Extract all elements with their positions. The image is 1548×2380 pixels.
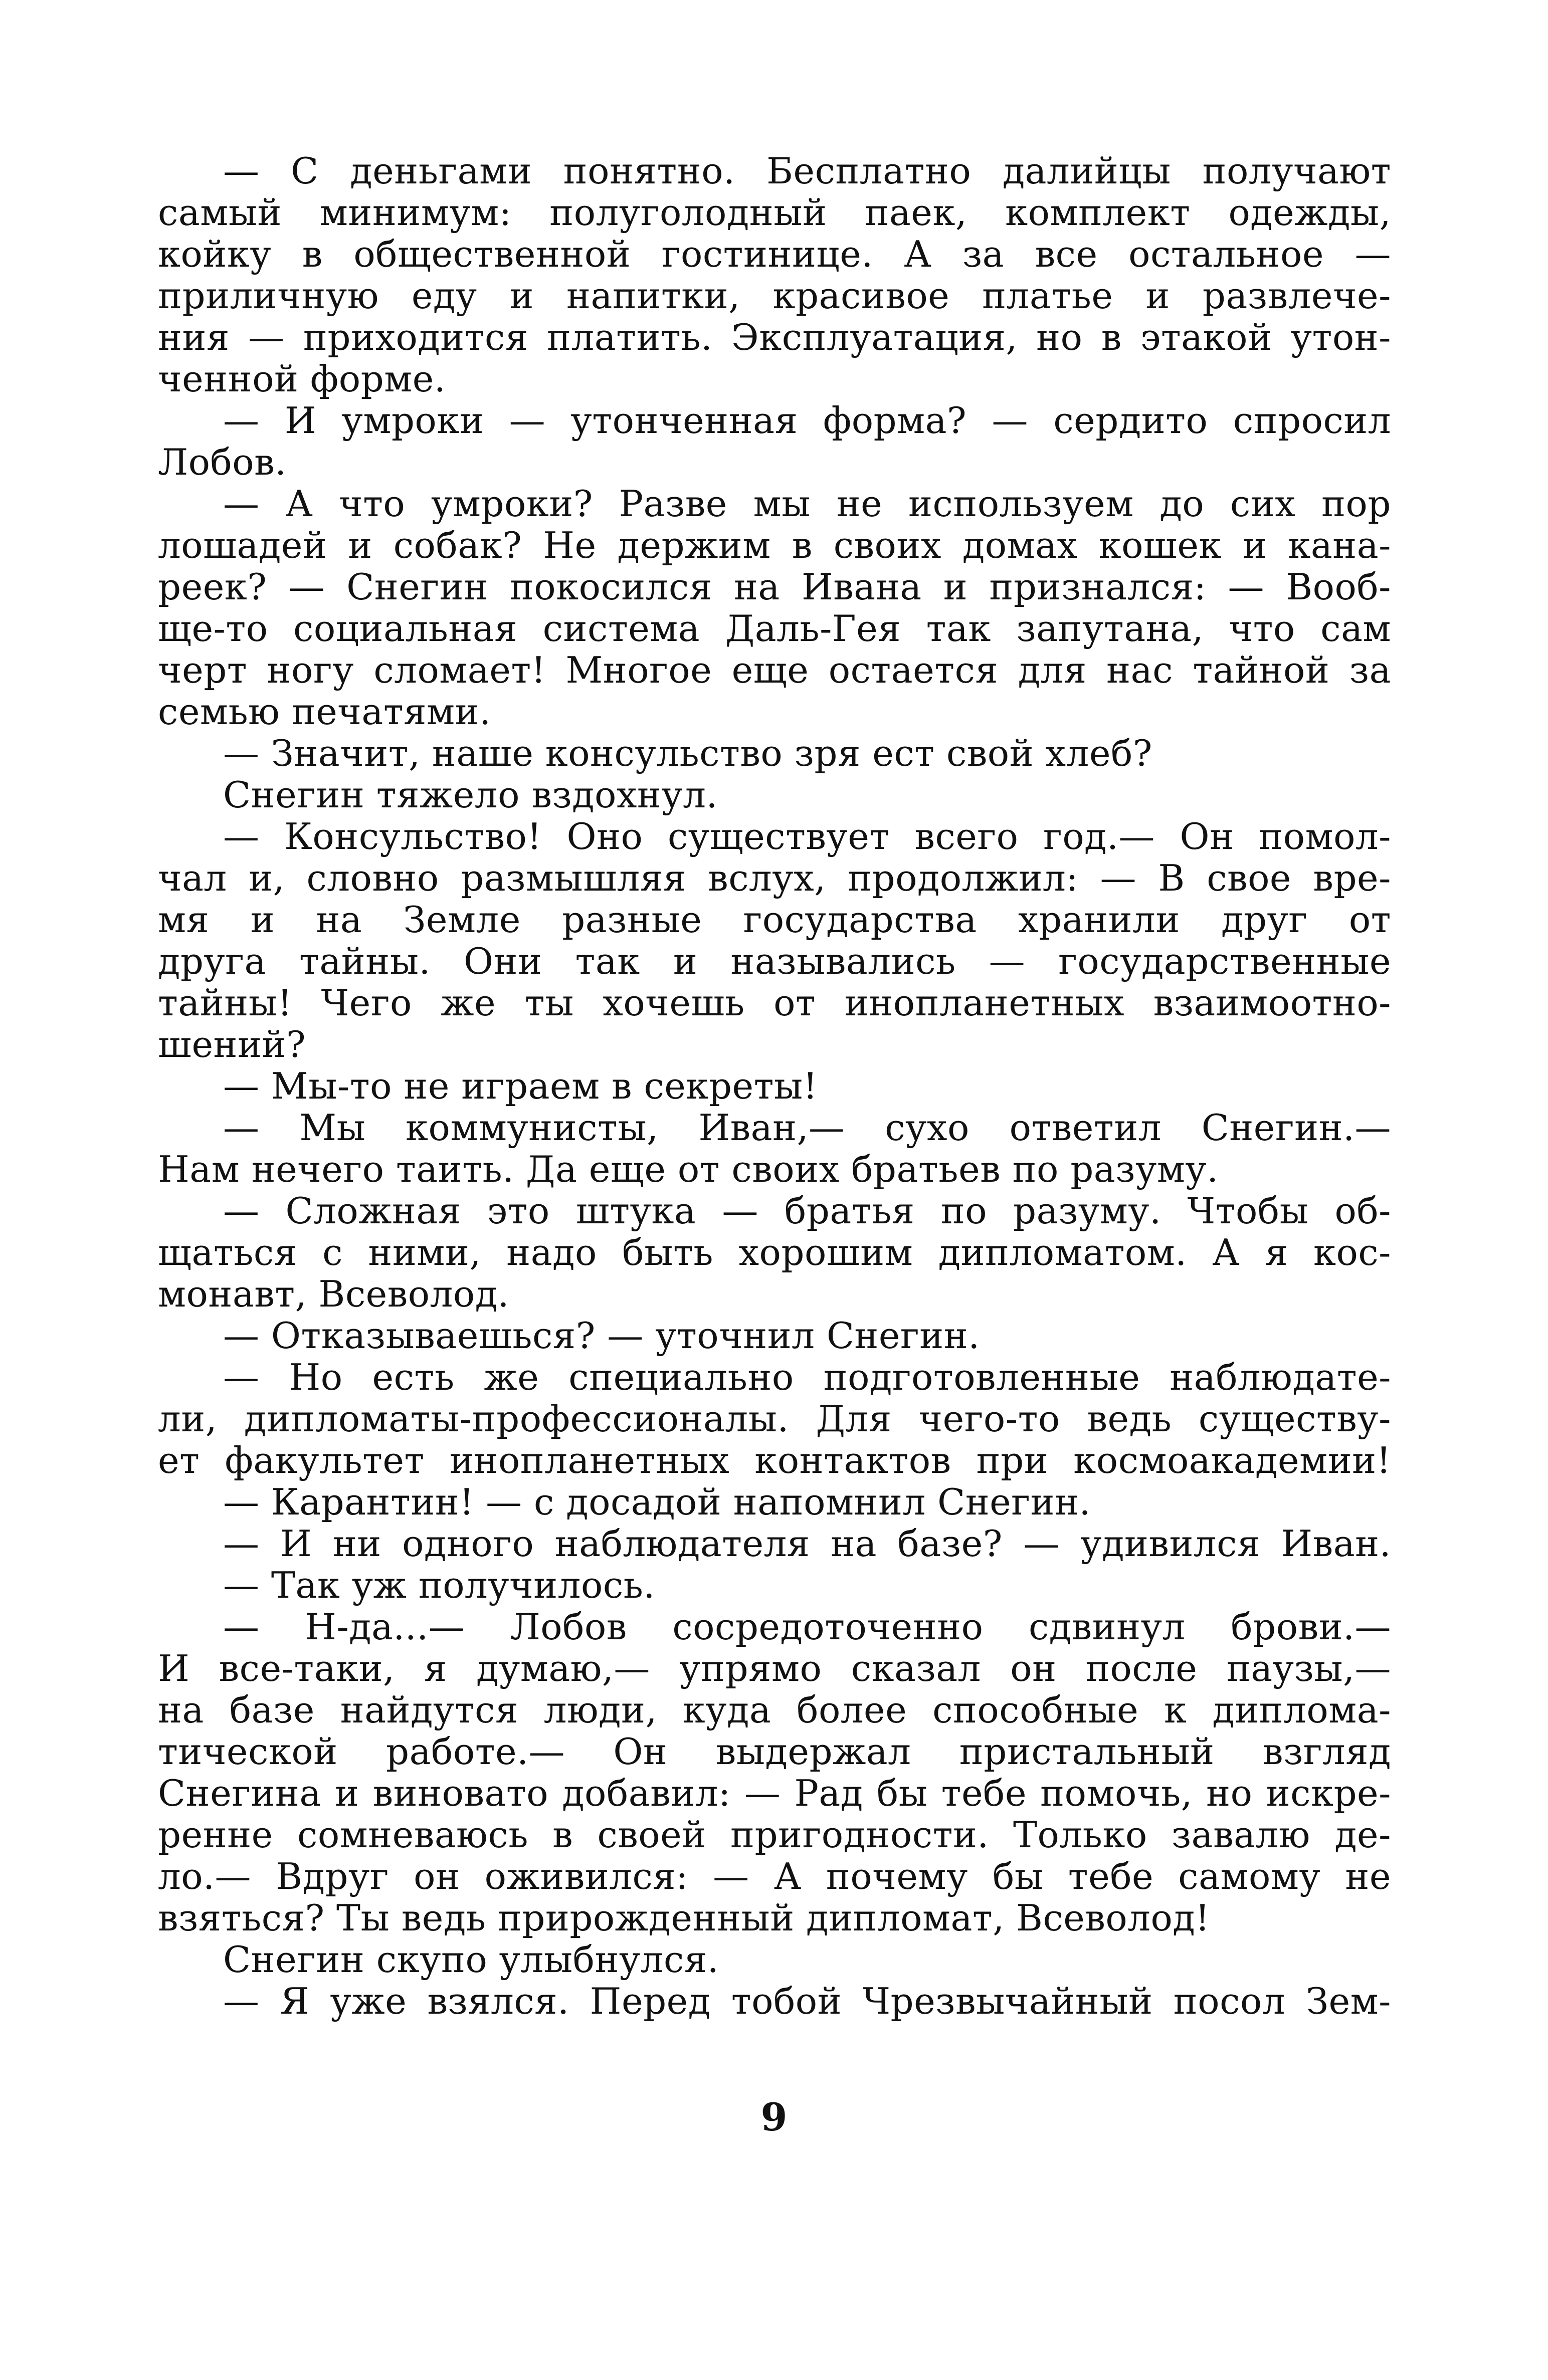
text-line: ренне сомневаюсь в своей пригодности. Только завалю де- <box>158 1814 1391 1856</box>
text-line: — И ни одного наблюдателя на базе? — удивился Иван. <box>223 1523 1391 1565</box>
text-line: ченной форме. <box>158 358 446 400</box>
text-line: — Консульство! Оно существует всего год.— Он помол- <box>223 815 1391 857</box>
text-line: Лобов. <box>158 441 287 483</box>
text-line: тайны! Чего же ты хочешь от инопланетных взаимоотно- <box>158 982 1391 1024</box>
text-line: — Мы коммунисты, Иван,— сухо ответил Снегин.— <box>223 1107 1391 1149</box>
text-line: ло.— Вдруг он оживился: — А почему бы тебе самому не <box>158 1855 1391 1897</box>
text-line: койку в общественной гостинице. А за все остальное — <box>158 233 1391 275</box>
text-line: монавт, Всеволод. <box>158 1273 509 1315</box>
text-line: щаться с ними, надо быть хорошим дипломатом. А я кос- <box>158 1231 1391 1273</box>
text-line: Снегин тяжело вздохнул. <box>223 774 718 816</box>
text-line: — Но есть же специально подготовленные наблюдате- <box>223 1356 1391 1398</box>
text-line: тической работе.— Он выдержал пристальный взгляд <box>158 1730 1391 1773</box>
text-line: — Так уж получилось. <box>223 1564 655 1606</box>
text-line: — С деньгами понятно. Бесплатно далийцы получают <box>223 150 1391 192</box>
text-line: мя и на Земле разные государства хранили друг от <box>158 899 1391 941</box>
text-line: ще-то социальная система Даль-Гея так запутана, что сам <box>158 607 1391 650</box>
text-line: чал и, словно размышляя вслух, продолжил: — В свое вре- <box>158 857 1391 899</box>
text-line: самый минимум: полуголодный паек, комплект одежды, <box>158 191 1391 234</box>
text-line: на базе найдутся люди, куда более способные к диплома- <box>158 1689 1391 1731</box>
text-line: реек? — Снегин покосился на Ивана и признался: — Вооб- <box>158 566 1391 608</box>
text-line: — Карантин! — с досадой напомнил Снегин. <box>223 1481 1091 1523</box>
text-line: И все-таки, я думаю,— упрямо сказал он после паузы,— <box>158 1647 1391 1689</box>
text-line: ния — приходится платить. Эксплуатация, но в этакой утон- <box>158 316 1391 358</box>
text-line: — Значит, наше консульство зря ест свой хлеб? <box>223 732 1152 774</box>
text-line: черт ногу сломает! Многое еще остается для нас тайной за <box>158 649 1391 691</box>
text-line: друга тайны. Они так и назывались — государственные <box>158 940 1391 982</box>
text-line: — Я уже взялся. Перед тобой Чрезвычайный посол Зем- <box>223 1980 1391 2022</box>
text-line: — И умроки — утонченная форма? — сердито спросил <box>223 399 1391 442</box>
page-number: 9 <box>760 2095 788 2139</box>
text-line: — Мы-то не играем в секреты! <box>223 1065 818 1107</box>
text-line: Нам нечего таить. Да еще от своих братьев по разуму. <box>158 1148 1219 1190</box>
text-line: ет факультет инопланетных контактов при космоакадемии! <box>158 1439 1391 1481</box>
text-line: — Н-да...— Лобов сосредоточенно сдвинул брови.— <box>223 1606 1391 1648</box>
text-line: Снегин скупо улыбнулся. <box>223 1938 719 1981</box>
text-line: — Отказываешься? — уточнил Снегин. <box>223 1315 980 1357</box>
text-line: приличную еду и напитки, красивое платье и развлече- <box>158 275 1391 317</box>
text-line: шений? <box>158 1023 306 1065</box>
text-line: — А что умроки? Разве мы не используем до сих пор <box>223 483 1391 525</box>
text-line: лошадей и собак? Не держим в своих домах кошек и кана- <box>158 524 1391 566</box>
text-line: Снегина и виновато добавил: — Рад бы тебе помочь, но искре- <box>158 1772 1391 1814</box>
text-line: ли, дипломаты-профессионалы. Для чего-то ведь существу- <box>158 1398 1391 1440</box>
text-line: взяться? Ты ведь прирожденный дипломат, Всеволод! <box>158 1897 1210 1939</box>
text-line: семью печатями. <box>158 691 491 733</box>
page-text <box>158 150 1391 2022</box>
text-line: — Сложная это штука — братья по разуму. Чтобы об- <box>223 1190 1391 1232</box>
